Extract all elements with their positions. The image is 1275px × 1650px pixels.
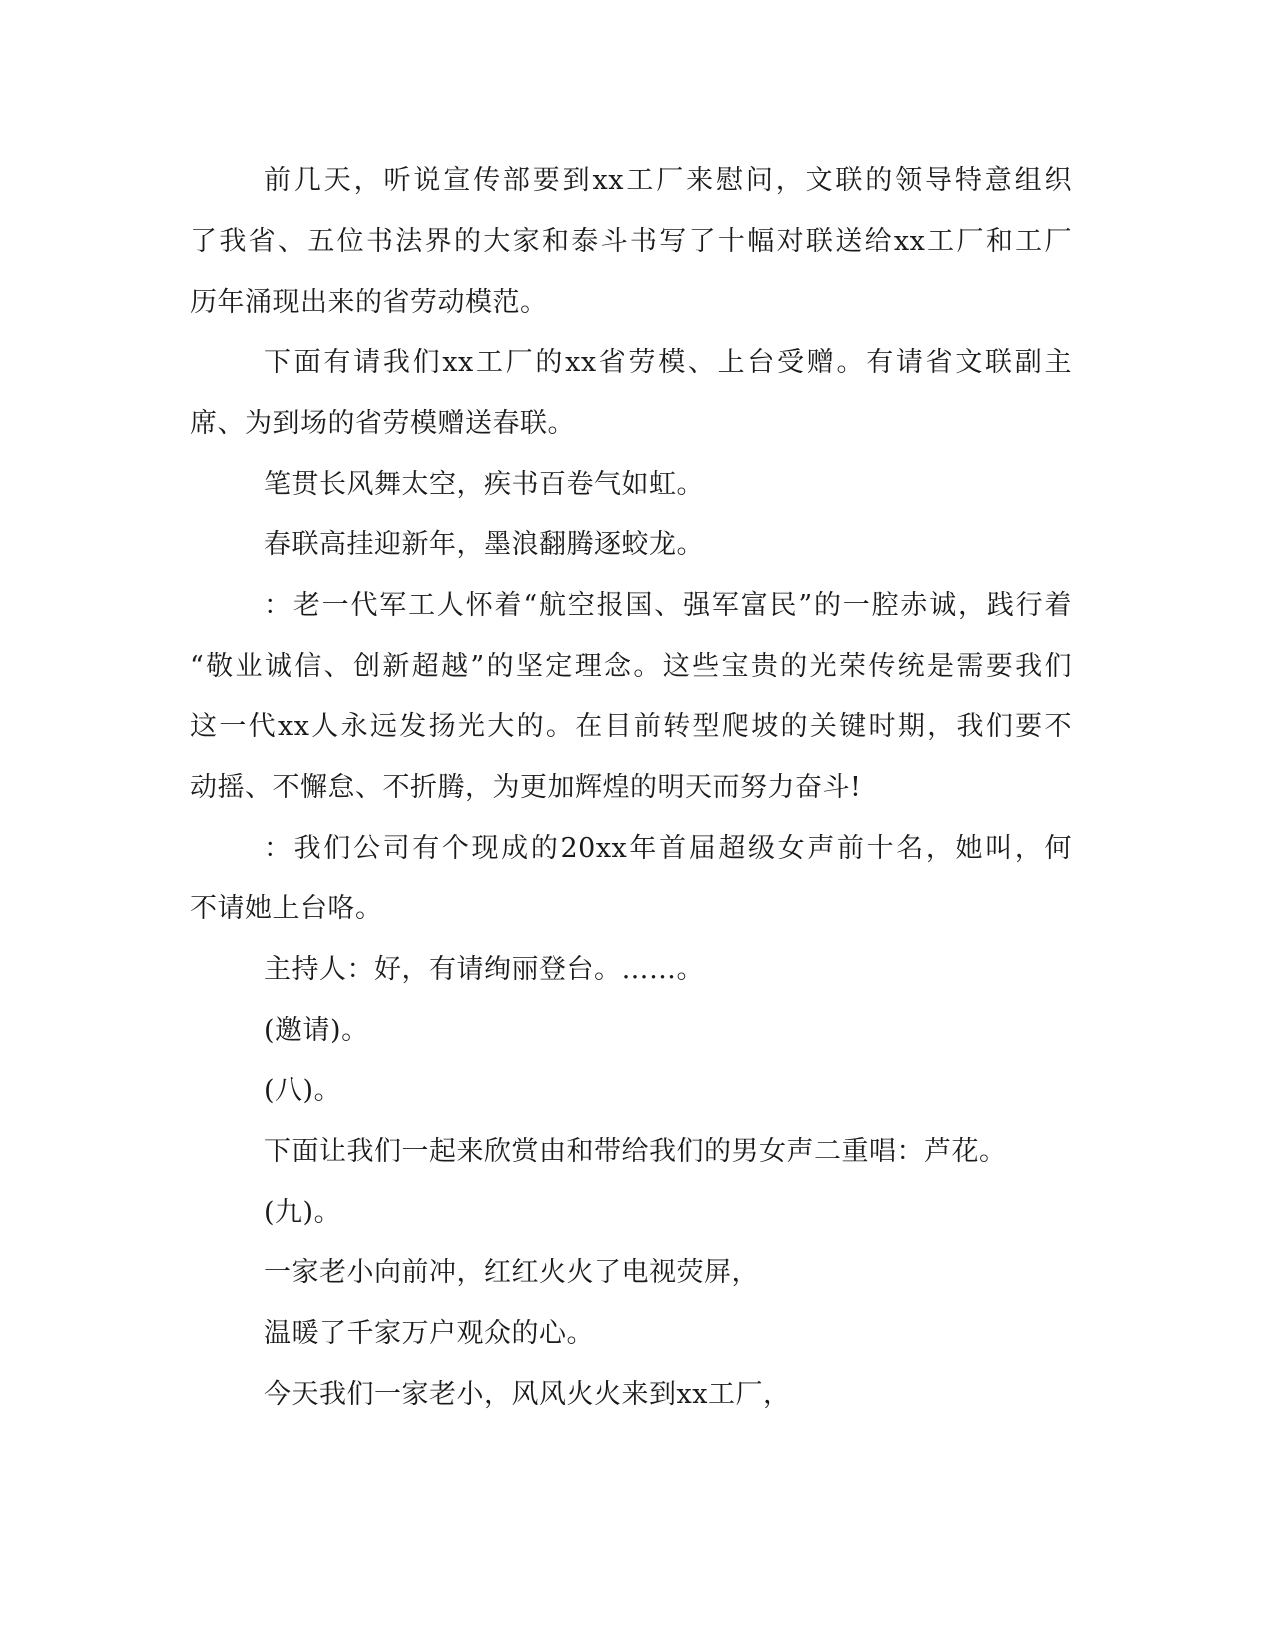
paragraph-line: 今天我们一家老小，风风火火来到xx工厂， (264, 1379, 791, 1410)
paragraph-line: 历年涌现出来的省劳动模范。 (190, 287, 548, 318)
paragraph-line: 动摇、不懈怠、不折腾，为更加辉煌的明天而努力奋斗! (190, 772, 862, 803)
paragraph-line: 席、为到场的省劳模赠送春联。 (190, 408, 575, 439)
paragraph-line: “敬业诚信、创新超越”的坚定理念。这些宝贵的光荣传统是需要我们 (190, 651, 1072, 682)
paragraph-line: 主持人：好，有请绚丽登台。……。 (264, 954, 704, 985)
paragraph-line: 前几天，听说宣传部要到xx工厂来慰问，文联的领导特意组织 (264, 165, 1072, 196)
paragraph-line: ：我们公司有个现成的20xx年首届超级女声前十名，她叫，何 (264, 833, 1072, 864)
paragraph-line: 下面让我们一起来欣赏由和带给我们的男女声二重唱：芦花。 (264, 1136, 1007, 1167)
paragraph-line: (邀请)。 (264, 1015, 369, 1046)
paragraph-line: 了我省、五位书法界的大家和泰斗书写了十幅对联送给xx工厂和工厂 (190, 226, 1072, 257)
paragraph-line: 笔贯长风舞太空，疾书百卷气如虹。 (264, 469, 704, 500)
paragraph-line: 不请她上台咯。 (190, 893, 383, 924)
paragraph-line: 一家老小向前冲，红红火火了电视荧屏， (264, 1257, 759, 1288)
paragraph-line: 这一代xx人永远发扬光大的。在目前转型爬坡的关键时期，我们要不 (190, 711, 1072, 742)
paragraph-line: 春联高挂迎新年，墨浪翻腾逐蛟龙。 (264, 529, 704, 560)
paragraph-line: (八)。 (264, 1075, 342, 1106)
paragraph-line: 温暖了千家万户观众的心。 (264, 1318, 594, 1349)
paragraph-line: (九)。 (264, 1197, 342, 1228)
paragraph-line: 下面有请我们xx工厂的xx省劳模、上台受赠。有请省文联副主 (264, 347, 1072, 378)
paragraph-line: ：老一代军工人怀着“航空报国、强军富民”的一腔赤诚，践行着 (264, 590, 1072, 621)
